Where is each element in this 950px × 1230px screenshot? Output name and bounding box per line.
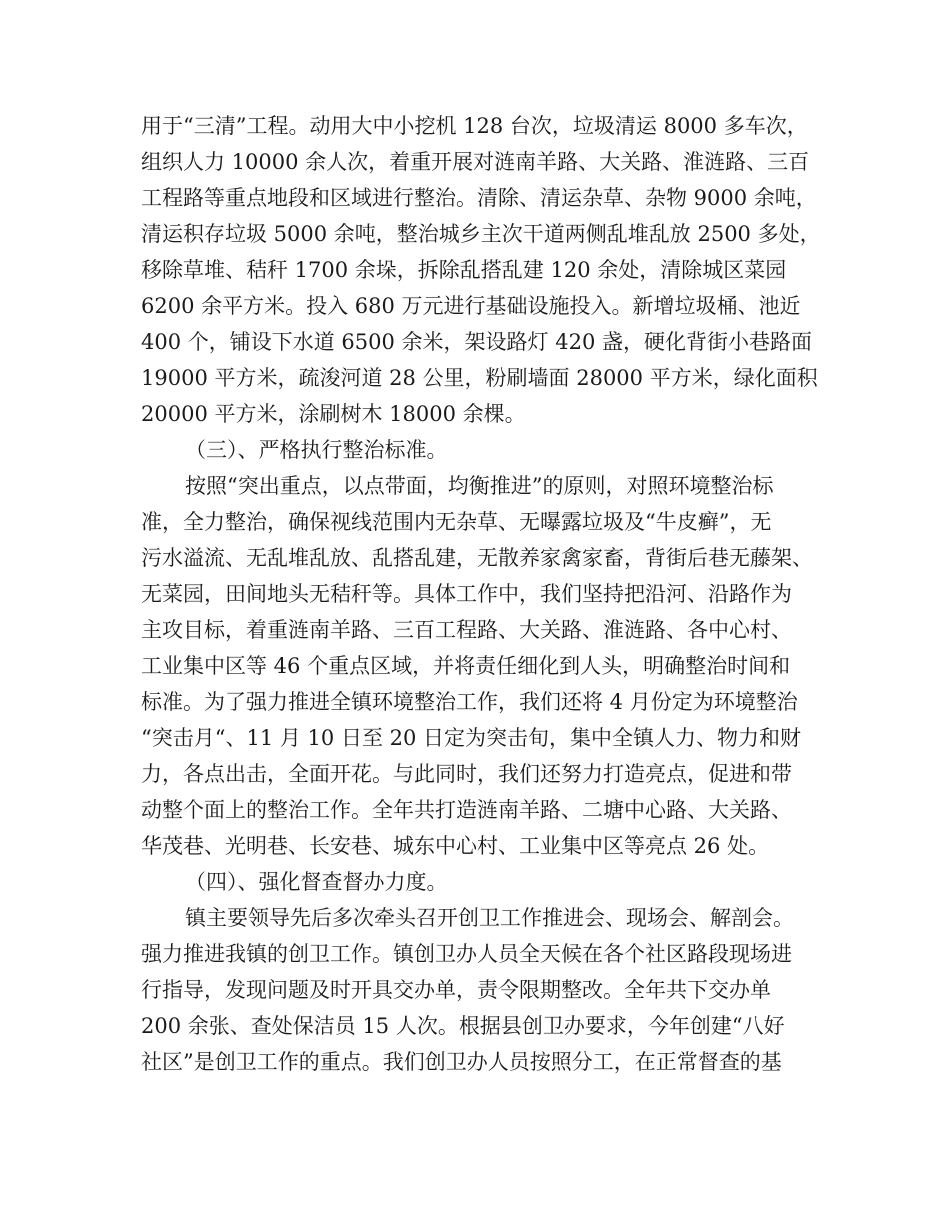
paragraph-line: 按照“突出重点，以点带面，均衡推进”的原则，对照环境整治标 <box>185 474 774 498</box>
paragraph-line: 主攻目标，着重涟南羊路、三百工程路、大关路、淮涟路、各中心村、 <box>141 618 792 642</box>
paragraph-line: 工程路等重点地段和区域进行整治。清除、清运杂草、杂物 9000 余吨， <box>141 186 817 210</box>
paragraph-line: 动整个面上的整治工作。全年共打造涟南羊路、二塘中心路、大关路、 <box>141 798 792 822</box>
section-heading-3: （三）、严格执行整治标准。 <box>185 438 448 462</box>
paragraph-line: 镇主要领导先后多次牵头召开创卫工作推进会、现场会、解剖会。 <box>185 906 794 930</box>
paragraph-line: 组织人力 10000 余人次，着重开展对涟南羊路、大关路、淮涟路、三百 <box>141 150 810 174</box>
document-body <box>141 108 831 1080</box>
paragraph-line: 无菜园，田间地头无秸秆等。具体工作中，我们坚持把沿河、沿路作为 <box>141 582 792 606</box>
paragraph-line: 华茂巷、光明巷、长安巷、城东中心村、工业集中区等亮点 26 处。 <box>141 834 770 858</box>
paragraph-line: 准，全力整治，确保视线范围内无杂草、无曝露垃圾及“牛皮癣”，无 <box>141 510 772 534</box>
paragraph-line: 400 个，铺设下水道 6500 余米，架设路灯 420 盏，硬化背街小巷路面 <box>141 330 812 354</box>
paragraph-line: 工业集中区等 46 个重点区域，并将责任细化到人头，明确整治时间和 <box>141 654 791 678</box>
section-heading-4: （四）、强化督查督办力度。 <box>185 870 448 894</box>
paragraph-line: “突击月“、11 月 10 日至 20 日定为突击旬，集中全镇人力、物力和财 <box>141 726 802 750</box>
paragraph-line: 标准。为了强力推进全镇环境整治工作，我们还将 4 月份定为环境整治 <box>141 690 798 714</box>
paragraph-line: 力，各点出击，全面开花。与此同时，我们还努力打造亮点，促进和带 <box>141 762 792 786</box>
paragraph-line: 强力推进我镇的创卫工作。镇创卫办人员全天候在各个社区路段现场进 <box>141 942 792 966</box>
paragraph-line: 19000 平方米，疏浚河道 28 公里，粉刷墙面 28000 平方米，绿化面积 <box>141 366 818 390</box>
paragraph-line: 6200 余平方米。投入 680 万元进行基础设施投入。新增垃圾桶、池近 <box>141 294 801 318</box>
paragraph-line: 社区”是创卫工作的重点。我们创卫办人员按照分工，在正常督查的基 <box>141 1050 782 1074</box>
paragraph-line: 20000 平方米，涂刷树木 18000 余棵。 <box>141 402 526 426</box>
paragraph-line: 行指导，发现问题及时开具交办单，责令限期整改。全年共下交办单 <box>141 978 771 1002</box>
paragraph-line: 200 余张、查处保洁员 15 人次。根据县创卫办要求，今年创建“八好 <box>141 1014 785 1038</box>
paragraph-line: 移除草堆、秸秆 1700 余垛，拆除乱搭乱建 120 余处，清除城区菜园 <box>141 258 787 282</box>
paragraph-line: 污水溢流、无乱堆乱放、乱搭乱建，无散养家禽家畜，背街后巷无藤架、 <box>141 546 813 570</box>
paragraph-line: 用于“三清”工程。动用大中小挖机 128 台次，垃圾清运 8000 多车次， <box>141 114 808 138</box>
paragraph-line: 清运积存垃圾 5000 余吨，整治城乡主次干道两侧乱堆乱放 2500 多处， <box>141 222 821 246</box>
